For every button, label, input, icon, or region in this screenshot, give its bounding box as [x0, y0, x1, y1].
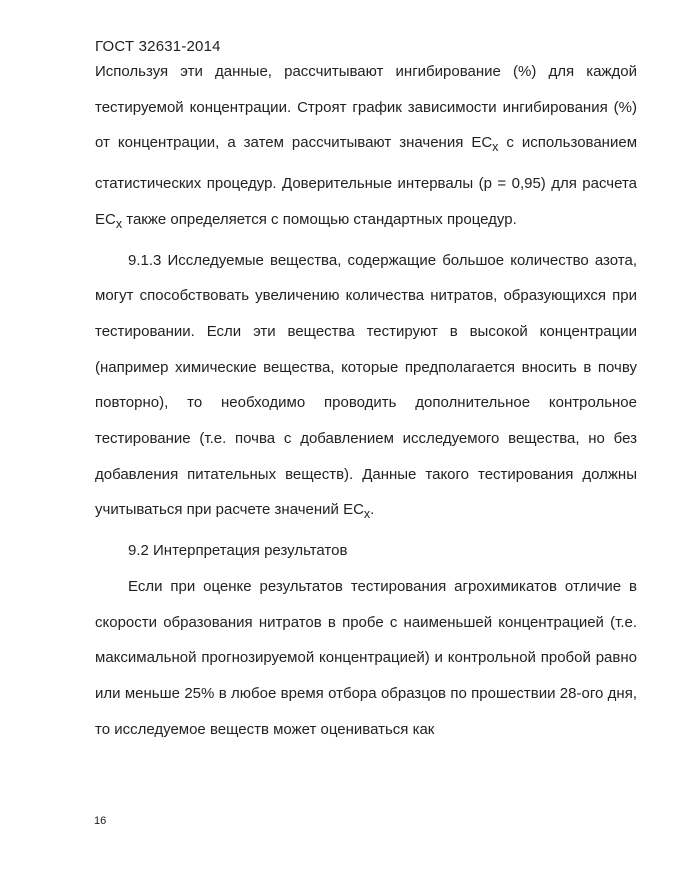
paragraph-9-1-3: 9.1.3 Исследуемые вещества, содержащие большое количество азота, могут способствовать увеличению количества нитратов, образующихся при тестировании. Если эти вещества тестируют в высокой концентрации (например химические вещества, которые предполагается вносить в почву повторно), то необходимо проводить дополнительное контрольное тестирование (т.е. почва с добавлением исследуемого вещества, но без добавления питательных веществ). Данные такого тестирования должны учитываться при расчете значений $EC_x$.: [95, 251, 637, 522]
paragraph-inhibition-calculation: Используя эти данные, рассчитывают ингибирование (%) для каждой тестируемой концентрации. Строят график зависимости ингибирования (%) от концентрации, а затем рассчитывают значения $EC_x$ с использованием статистических процедур. Доверительные интервалы (p = 0,95) для расчета $EC_x$ также определяется с помощью стандартных процедур.: [95, 63, 638, 231]
document-header: ГОСТ 32631-2014: [95, 38, 221, 55]
document-body: [95, 54, 637, 747]
section-heading-9-2: 9.2 Интерпретация результатов: [128, 542, 348, 560]
paragraph-interpretation: Если при оценке результатов тестирования агрохимикатов отличие в скорости образования нитратов в пробе с наименьшей концентрацией (т.е. максимальной прогнозируемой концентрацией) и контрольной пробой равно или меньше 25% в любое время отбора образцов по прошествии 28-ого дня, то исследуемое веществ может оцениваться как: [95, 577, 637, 738]
page-number: 16: [94, 815, 107, 827]
